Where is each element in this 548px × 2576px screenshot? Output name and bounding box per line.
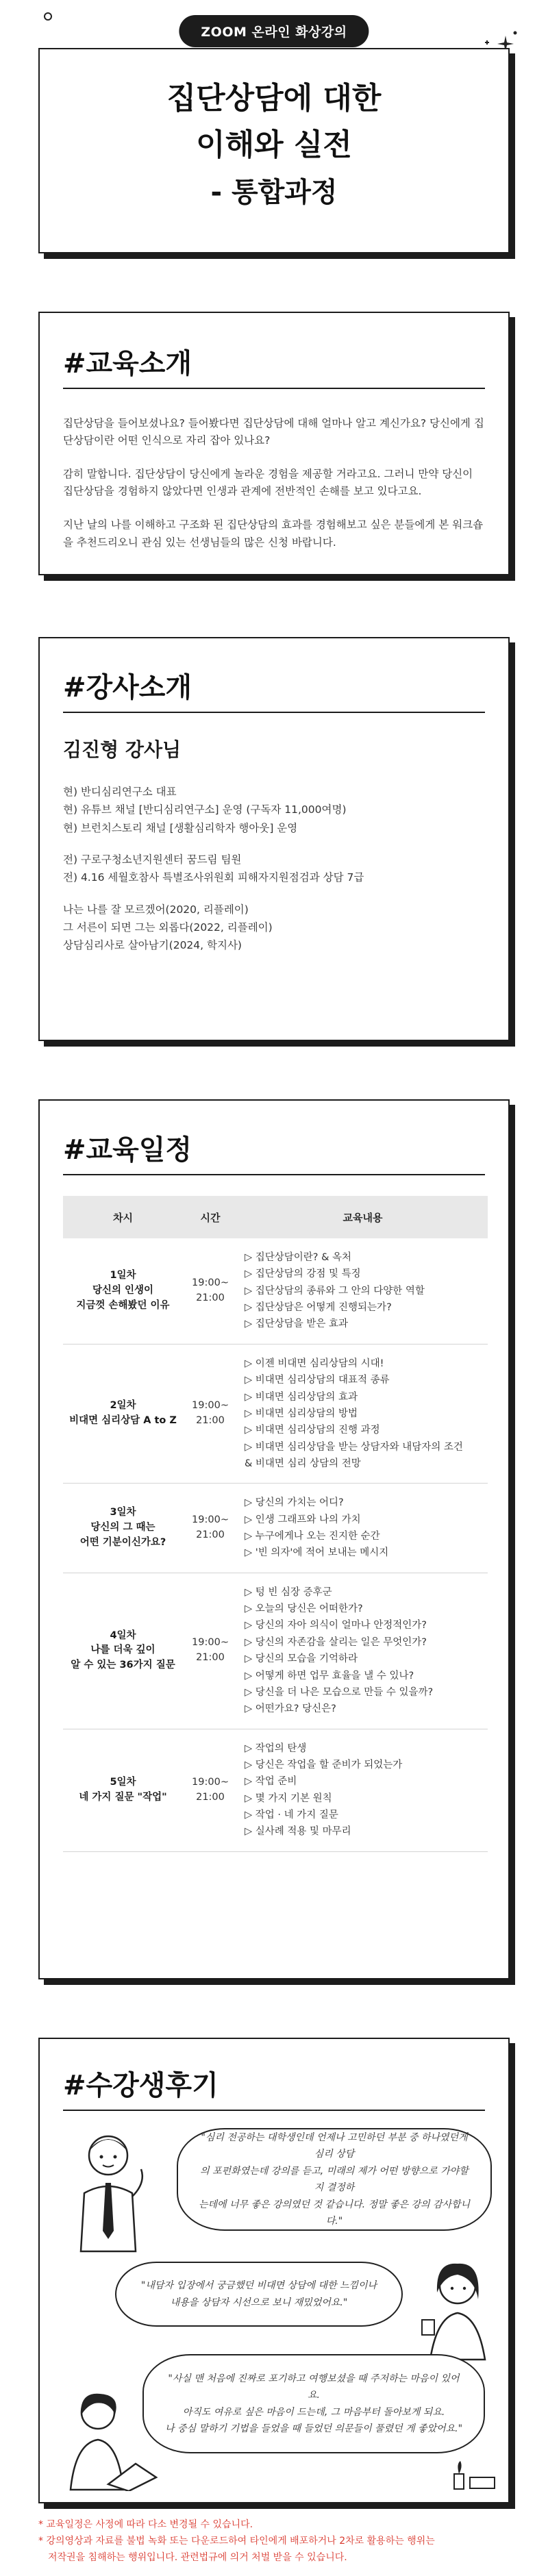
content-item: ▷ 이젠 비대면 심리상담의 시대! (245, 1358, 384, 1369)
content-item: ▷ 작업 · 네 가지 질문 (245, 1810, 338, 1821)
content-item: ▷ 당신의 자존감을 살리는 일은 무엇인가? (245, 1636, 427, 1648)
content-cell (238, 1573, 488, 1729)
review-line: 의 포펀화였는데 강의를 듣고, 미래의 제가 어떤 방향으로 가야할지 결정하 (200, 2165, 469, 2193)
intro-section (38, 312, 510, 575)
content-item: ▷ 인생 그래프와 나의 가치 (245, 1514, 361, 1525)
book-line: 상담심리사로 살아남기(2024, 학지사) (63, 939, 242, 952)
time-cell (183, 1573, 238, 1729)
session-line: 네 가지 질문 "작업" (79, 1791, 167, 1803)
career-line: 전) 구로구청소년지원센터 꿈드림 팀원 (63, 853, 242, 866)
time-line: 19:00~ (192, 1277, 229, 1289)
career-line: 전) 4.16 세월호참사 특별조사위원회 피해자지원점검과 상담 7급 (63, 871, 364, 884)
review-line: "내담자 입장에서 궁금했던 비대면 상담에 대한 느낌이나 (140, 2280, 377, 2291)
column-header: 교육내용 (238, 1196, 488, 1238)
intro-paragraph: 감히 말합니다. 집단상담이 당신에게 놀라운 경험을 제공할 거라고요. 그러니 만약 당신이 집단상담을 경험하지 않았다면 인생과 관계에 전반적인 손해를 보고 있다고요. (63, 468, 473, 498)
desk-items-icon (451, 2457, 499, 2491)
notice-line: * 강의영상과 자료를 불법 녹화 또는 다운로드하여 타인에게 배포하거나 2차로 활용하는 행위는 (38, 2535, 435, 2547)
session-line: 3일차 (110, 1507, 136, 1518)
content-item: ▷ 당신의 가치는 어디? (245, 1497, 344, 1509)
notice-line: * 교육일정은 사정에 따라 다소 변경될 수 있습니다. (38, 2519, 253, 2530)
intro-heading: #교육소개 (63, 342, 485, 389)
instructor-career (63, 783, 485, 955)
session-cell (63, 1344, 183, 1484)
reviews-section (38, 2038, 510, 2503)
title-card (38, 48, 510, 253)
content-item: ▷ 집단상담의 강점 및 특징 (245, 1268, 361, 1280)
time-line: 19:00~ (192, 1637, 229, 1649)
schedule-heading: #교육일정 (63, 1128, 485, 1175)
schedule-row (63, 1573, 488, 1729)
content-item: ▷ 누구에게나 오는 진지한 순간 (245, 1531, 380, 1542)
man-with-tie-illustration (60, 2121, 156, 2258)
content-item: ▷ 비대면 심리상담의 효과 (245, 1391, 358, 1403)
content-item: ▷ '빈 의자'에 적어 보내는 메시지 (245, 1547, 389, 1559)
session-line: 5일차 (110, 1776, 136, 1788)
content-item: ▷ 비대면 심리상담의 진행 과정 (245, 1425, 380, 1436)
session-line: 어떤 기분이신가요? (79, 1536, 166, 1548)
woman-with-cup-illustration (410, 2251, 499, 2361)
column-header: 시간 (183, 1196, 238, 1238)
content-item: & 비대면 심리 상담의 전망 (245, 1458, 361, 1469)
session-line: 2일차 (110, 1400, 136, 1412)
intro-paragraph: 지난 날의 나를 이해하고 구조화 된 집단상담의 효과를 경험해보고 싶은 분들에게 본 워크숍을 추천드리오니 관심 있는 선생님들의 많은 신청 바랍니다. (63, 518, 484, 549)
review-bubble (142, 2354, 485, 2453)
page-title-line2: 이해와 실전 (196, 127, 352, 163)
session-line: 알 수 있는 36가지 질문 (71, 1660, 175, 1671)
book-line: 그 서른이 되면 그는 외롭다(2022, 리플레이) (63, 921, 273, 934)
content-item: ▷ 어떻게 하면 업무 효율을 낼 수 있나? (245, 1670, 414, 1681)
content-item: ▷ 몇 가지 기본 원칙 (245, 1792, 332, 1804)
session-cell (63, 1729, 183, 1851)
schedule-row (63, 1238, 488, 1344)
book-line: 나는 나를 잘 모르겠어(2020, 리플레이) (63, 903, 249, 916)
content-cell (238, 1344, 488, 1484)
content-item: ▷ 실사례 적용 및 마무리 (245, 1826, 351, 1838)
content-item: ▷ 어떤가요? 당신은? (245, 1703, 336, 1715)
content-item: ▷ 집단상담의 종류와 그 안의 다양한 역할 (245, 1285, 425, 1297)
instructor-heading: #강사소개 (63, 666, 485, 713)
instructor-name: 김진형 강사님 (63, 738, 182, 761)
session-line: 지금껏 손해봤던 이유 (76, 1299, 170, 1311)
review-line: 내용을 상담자 시선으로 보니 재밌었어요." (170, 2297, 348, 2308)
time-line: 19:00~ (192, 1400, 229, 1412)
schedule-section (38, 1099, 510, 1979)
content-item: ▷ 비대면 심리상담을 받는 상담자와 내담자의 조건 (245, 1441, 463, 1453)
schedule-header-row (63, 1196, 488, 1238)
notice-line: 저작권을 침해하는 행위입니다. 관련법규에 의거 처벌 받을 수 있습니다. (48, 2551, 347, 2563)
content-item: ▷ 비대면 심리상담의 방법 (245, 1408, 358, 1419)
time-cell (183, 1238, 238, 1344)
schedule-row (63, 1344, 488, 1484)
session-line: 당신의 인생이 (92, 1285, 154, 1297)
review-line: "심리 전공하는 대학생인데 언제나 고민하던 부분 중 하나였던게 심리 상담 (201, 2131, 468, 2160)
circle-doodle-icon (44, 12, 52, 21)
session-cell (63, 1573, 183, 1729)
content-item: ▷ 텅 빈 심장 증후군 (245, 1586, 332, 1598)
content-item: ▷ 당신의 자아 의식이 얼마나 안정적인가? (245, 1620, 427, 1631)
reviews-heading: #수강생후기 (63, 2064, 485, 2111)
content-cell (238, 1484, 488, 1573)
schedule-row (63, 1729, 488, 1851)
content-item: ▷ 비대면 심리상담의 대표적 종류 (245, 1375, 390, 1386)
time-line: 19:00~ (192, 1514, 229, 1526)
page-subtitle: - 통합과정 (210, 177, 338, 209)
notice-list (38, 2517, 518, 2566)
session-line: 당신의 그 때는 (90, 1522, 155, 1534)
time-line: 21:00 (196, 1529, 225, 1541)
intro-paragraph: 집단상담을 들어보셨나요? 들어봤다면 집단상담에 대해 얼마나 알고 계신가요? 당신에게 집단상담이란 어떤 인식으로 자리 잡아 있나요? (63, 417, 484, 447)
time-line: 21:00 (196, 1415, 225, 1427)
career-line: 현) 반디심리연구소 대표 (63, 786, 177, 798)
column-header: 차시 (63, 1196, 183, 1238)
session-line: 비대면 심리상담 A to Z (69, 1415, 177, 1427)
session-line: 나를 더욱 깊이 (90, 1645, 155, 1656)
review-line: 아직도 여유로 싶은 마음이 드는데, 그 마음부터 돌아보게 되요. (182, 2406, 445, 2418)
time-cell (183, 1484, 238, 1573)
review-line: 는데에 너무 좋은 강의였던 것 같습니다. 정말 좋은 강의 감사합니다." (198, 2199, 471, 2227)
content-item: ▷ 집단상담을 받은 효과 (245, 1318, 349, 1330)
intro-body (63, 415, 485, 551)
content-item: ▷ 작업 준비 (245, 1776, 297, 1788)
content-cell (238, 1238, 488, 1344)
time-line: 19:00~ (192, 1776, 229, 1788)
time-cell (183, 1344, 238, 1484)
time-line: 21:00 (196, 1652, 225, 1664)
schedule-row (63, 1484, 488, 1573)
schedule-table (63, 1196, 488, 1852)
session-cell (63, 1484, 183, 1573)
content-item: ▷ 당신의 모습을 기억하라 (245, 1653, 358, 1665)
session-line: 4일차 (110, 1629, 136, 1641)
career-line: 현) 유튜브 채널 [반디심리연구소] 운영 (구독자 11,000여명) (63, 803, 347, 816)
review-bubble (115, 2262, 403, 2327)
content-item: ▷ 작업의 탄생 (245, 1742, 307, 1754)
session-cell (63, 1238, 183, 1344)
content-cell (238, 1729, 488, 1851)
review-line: "사실 맨 처음에 진짜로 포기하고 여행보셨을 때 주저하는 마음이 있어요. (168, 2373, 460, 2401)
career-line: 현) 브런치스토리 채널 [생활심리학자 행아웃] 운영 (63, 821, 298, 834)
session-line: 1일차 (110, 1270, 136, 1281)
content-item: ▷ 당신은 작업을 할 준비가 되었는가 (245, 1759, 403, 1771)
time-cell (183, 1729, 238, 1851)
content-item: ▷ 오늘의 당신은 어떠한가? (245, 1603, 363, 1615)
time-line: 21:00 (196, 1791, 225, 1803)
content-item: ▷ 집단상담은 어떻게 진행되는가? (245, 1302, 392, 1314)
instructor-section (38, 637, 510, 1041)
zoom-badge: ZOOM 온라인 화상강의 (179, 15, 369, 47)
content-item: ▷ 당신을 더 나은 모습으로 만들 수 있을까? (245, 1686, 434, 1698)
time-line: 21:00 (196, 1292, 225, 1303)
review-line: 나 중심 말하기 기법을 들었을 때 들었던 의문들이 풀렸던 게 좋았어요." (164, 2423, 463, 2434)
content-item: ▷ 집단상담이란? & 옥처 (245, 1252, 352, 1263)
review-bubble (177, 2128, 492, 2231)
page-title-line1: 집단상담에 대한 (166, 81, 382, 116)
